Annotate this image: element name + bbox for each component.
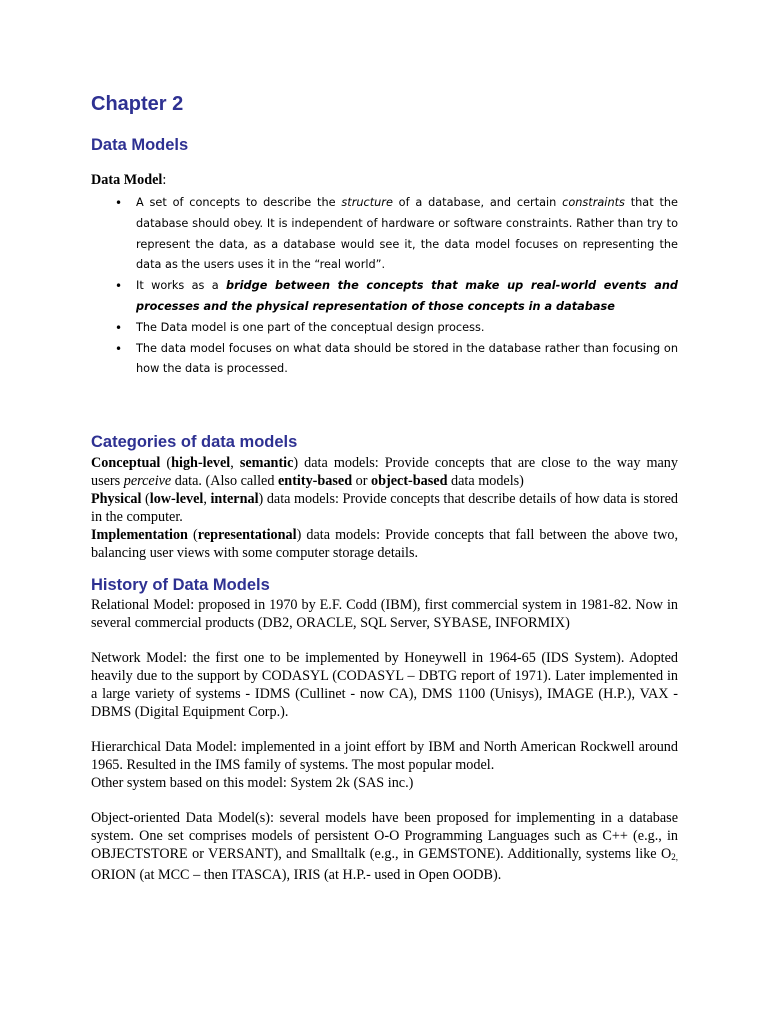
data-models-heading: Data Models: [91, 136, 189, 154]
bullet-text: that the database should obey. It is independent of hardware or software constraints. Rather than try to represent the data, as a database would see it, the data model focuses on representing the data as the users uses it in the “real world”.: [136, 196, 678, 272]
subscript-2: 2,: [671, 852, 678, 863]
term-high-level: high-level: [171, 455, 231, 472]
bullet-item-bridge: [115, 276, 678, 318]
network-paragraph: Network Model: the first one to be implemented by Honeywell in 1964-65 (IDS System). Adopted heavily due to the support by CODASYL (CODASYL – DBTG report of 1971). Later implemented in a large variety of systems - IDMS (Cullinet - now CA), DMS 1100 (Unisys), IMAGE (H.P.), VAX -DBMS (Digital Equipment Corp.).: [91, 650, 678, 721]
implementation-paragraph: [91, 526, 678, 562]
bullet-text: A set of concepts to describe the: [136, 196, 342, 209]
bullet-italic-constraints: constraints: [562, 196, 625, 209]
text-run: (: [141, 491, 150, 508]
bullet-italic-structure: structure: [341, 196, 393, 209]
data-model-colon: :: [162, 172, 167, 188]
term-low-level: low-level: [149, 491, 204, 508]
text-run: ,: [203, 491, 211, 508]
bullet-icon: •: [115, 279, 123, 294]
bullet-item-definition: [115, 193, 678, 276]
text-run: ,: [230, 455, 240, 472]
text-run: Object-oriented Data Model(s): several models have been proposed for implementing in a database system. One set comprises models of persistent O-O Programming Languages such as C++ (e.g., in OBJECTSTORE or VERSANT), and Smalltalk (e.g., in GEMSTONE). Additionally, systems like O: [91, 810, 678, 863]
hierarchical-paragraph: Hierarchical Data Model: implemented in a joint effort by IBM and North American Rockwell around 1965. Resulted in the IMS family of systems. The most popular model.: [91, 739, 678, 774]
bullet-item-conceptual-design: [115, 318, 678, 339]
relational-paragraph: Relational Model: proposed in 1970 by E.F. Codd (IBM), first commercial system in 1981-82. Now in several commercial products (DB2, ORACLE, SQL Server, SYBASE, INFORMIX): [91, 597, 678, 632]
spacer: [91, 562, 678, 575]
spacer: [91, 632, 678, 649]
text-run: data. (Also called: [171, 473, 278, 490]
object-oriented-paragraph: [91, 809, 678, 884]
term-object-based: object-based: [371, 473, 448, 490]
bullet-text: The Data model is one part of the conceptual design process.: [136, 320, 485, 334]
bullet-bold-italic-bridge: bridge between the concepts that make up real-world events and processes and the physical representation of those concepts in a database: [136, 279, 678, 313]
text-run: ) data models: Provide concepts that fall between the above two, balancing user views with some computer storage details.: [91, 527, 678, 562]
bullet-text: The data model focuses on what data should be stored in the database rather than focusing on how the data is processed.: [136, 341, 678, 376]
text-run: ) data models: Provide concepts that are close to the way many users: [91, 455, 678, 490]
term-implementation: Implementation: [91, 527, 188, 544]
categories-heading: Categories of data models: [91, 433, 298, 452]
bullet-text: It works as a: [136, 279, 227, 293]
bullet-icon: •: [115, 320, 123, 335]
physical-paragraph: [91, 490, 678, 526]
term-physical: Physical: [91, 491, 142, 508]
conceptual-paragraph: [91, 454, 678, 490]
data-model-label: Data Model: [91, 172, 163, 188]
bullet-item-what-data: [115, 339, 678, 381]
text-run: (: [187, 527, 198, 544]
term-internal: internal: [210, 491, 259, 508]
other-system-paragraph: Other system based on this model: System 2k (SAS inc.): [91, 775, 414, 792]
italic-perceive: perceive: [123, 473, 172, 490]
text-run: ORION (at MCC – then ITASCA), IRIS (at H.P.- used in Open OODB).: [91, 867, 502, 884]
term-entity-based: entity-based: [278, 473, 353, 490]
term-semantic: semantic: [239, 455, 294, 472]
bullet-text: of a database, and certain: [392, 196, 563, 209]
text-run: ) data models: Provide concepts that describe details of how data is stored in the computer.: [91, 491, 678, 526]
bullet-icon: •: [115, 196, 123, 210]
text-run: (: [160, 455, 172, 472]
bullet-icon: •: [115, 341, 123, 356]
data-model-label-line: [91, 171, 678, 189]
spacer: [91, 380, 678, 432]
data-model-bullet-list: [91, 193, 678, 380]
spacer: [91, 721, 678, 738]
text-run: data models): [447, 473, 524, 490]
term-conceptual: Conceptual: [91, 455, 161, 472]
chapter-heading: Chapter 2: [91, 93, 184, 115]
text-run: or: [352, 473, 372, 490]
spacer: [91, 792, 678, 809]
history-heading: History of Data Models: [91, 576, 270, 595]
term-representational: representational: [197, 527, 297, 544]
